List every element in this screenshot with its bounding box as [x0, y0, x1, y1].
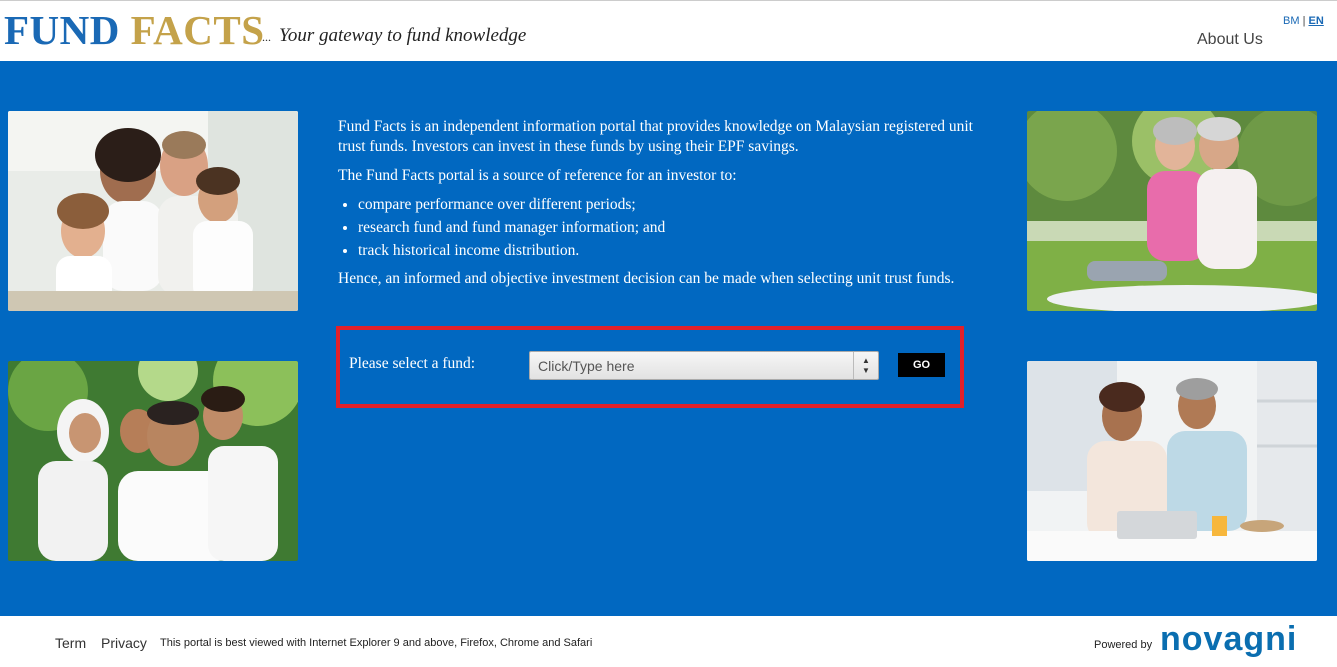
- main-band: [0, 61, 1337, 616]
- lang-separator: |: [1302, 15, 1306, 27]
- elderly-couple-photo: [1027, 111, 1317, 311]
- intro-text: [338, 117, 988, 298]
- intro-paragraph-2: The Fund Facts portal is a source of reference for an investor to:: [338, 167, 737, 184]
- intro-bullet-list: [338, 195, 988, 261]
- intro-bullet: • research fund and fund manager information; and: [358, 218, 988, 238]
- site-logo[interactable]: [4, 7, 265, 53]
- intro-bullet: • track historical income distribution.: [358, 241, 988, 261]
- arrow-up-icon: ▲: [862, 356, 870, 365]
- intro-paragraph-1: Fund Facts is an independent information portal that provides knowledge on Malaysian registered unit trust funds. Investors can invest in these funds by using their EPF savings.: [338, 118, 973, 155]
- arrow-down-icon: ▼: [862, 366, 870, 375]
- fund-selector-panel: [336, 326, 964, 408]
- powered-by-label: Powered by: [1094, 639, 1153, 651]
- novagni-logo[interactable]: novagni: [1160, 620, 1298, 658]
- tagline-dots: ...: [262, 30, 271, 44]
- tagline-text: Your gateway to fund knowledge: [279, 25, 527, 46]
- logo-word-facts: FACTS: [130, 7, 265, 53]
- dropdown-arrows-icon[interactable]: [853, 352, 878, 379]
- logo-word-fund: FUND: [4, 7, 120, 53]
- malay-family-photo: [8, 361, 298, 561]
- privacy-link[interactable]: Privacy: [101, 635, 147, 651]
- go-button[interactable]: GO: [898, 353, 945, 377]
- intro-paragraph-3: Hence, an informed and objective investment decision can be made when selecting unit trust funds.: [338, 270, 955, 287]
- lang-bm-link[interactable]: BM: [1283, 15, 1300, 27]
- language-switcher: [1283, 15, 1324, 27]
- couple-laptop-photo: [1027, 361, 1317, 561]
- fund-search-input[interactable]: [530, 352, 866, 379]
- about-us-link[interactable]: About Us: [1197, 31, 1263, 48]
- family-photo: [8, 111, 298, 311]
- intro-bullet: • compare performance over different periods;: [358, 195, 988, 215]
- lang-en-link[interactable]: EN: [1308, 15, 1324, 27]
- fund-select-dropdown[interactable]: [529, 351, 879, 380]
- fund-selector-label: Please select a fund:: [349, 355, 476, 372]
- site-footer: [0, 616, 1337, 667]
- tagline: [262, 25, 526, 47]
- term-link[interactable]: Term: [55, 635, 87, 651]
- site-header: [0, 0, 1337, 61]
- browser-note: This portal is best viewed with Internet Explorer 9 and above, Firefox, Chrome and Safari: [160, 637, 593, 649]
